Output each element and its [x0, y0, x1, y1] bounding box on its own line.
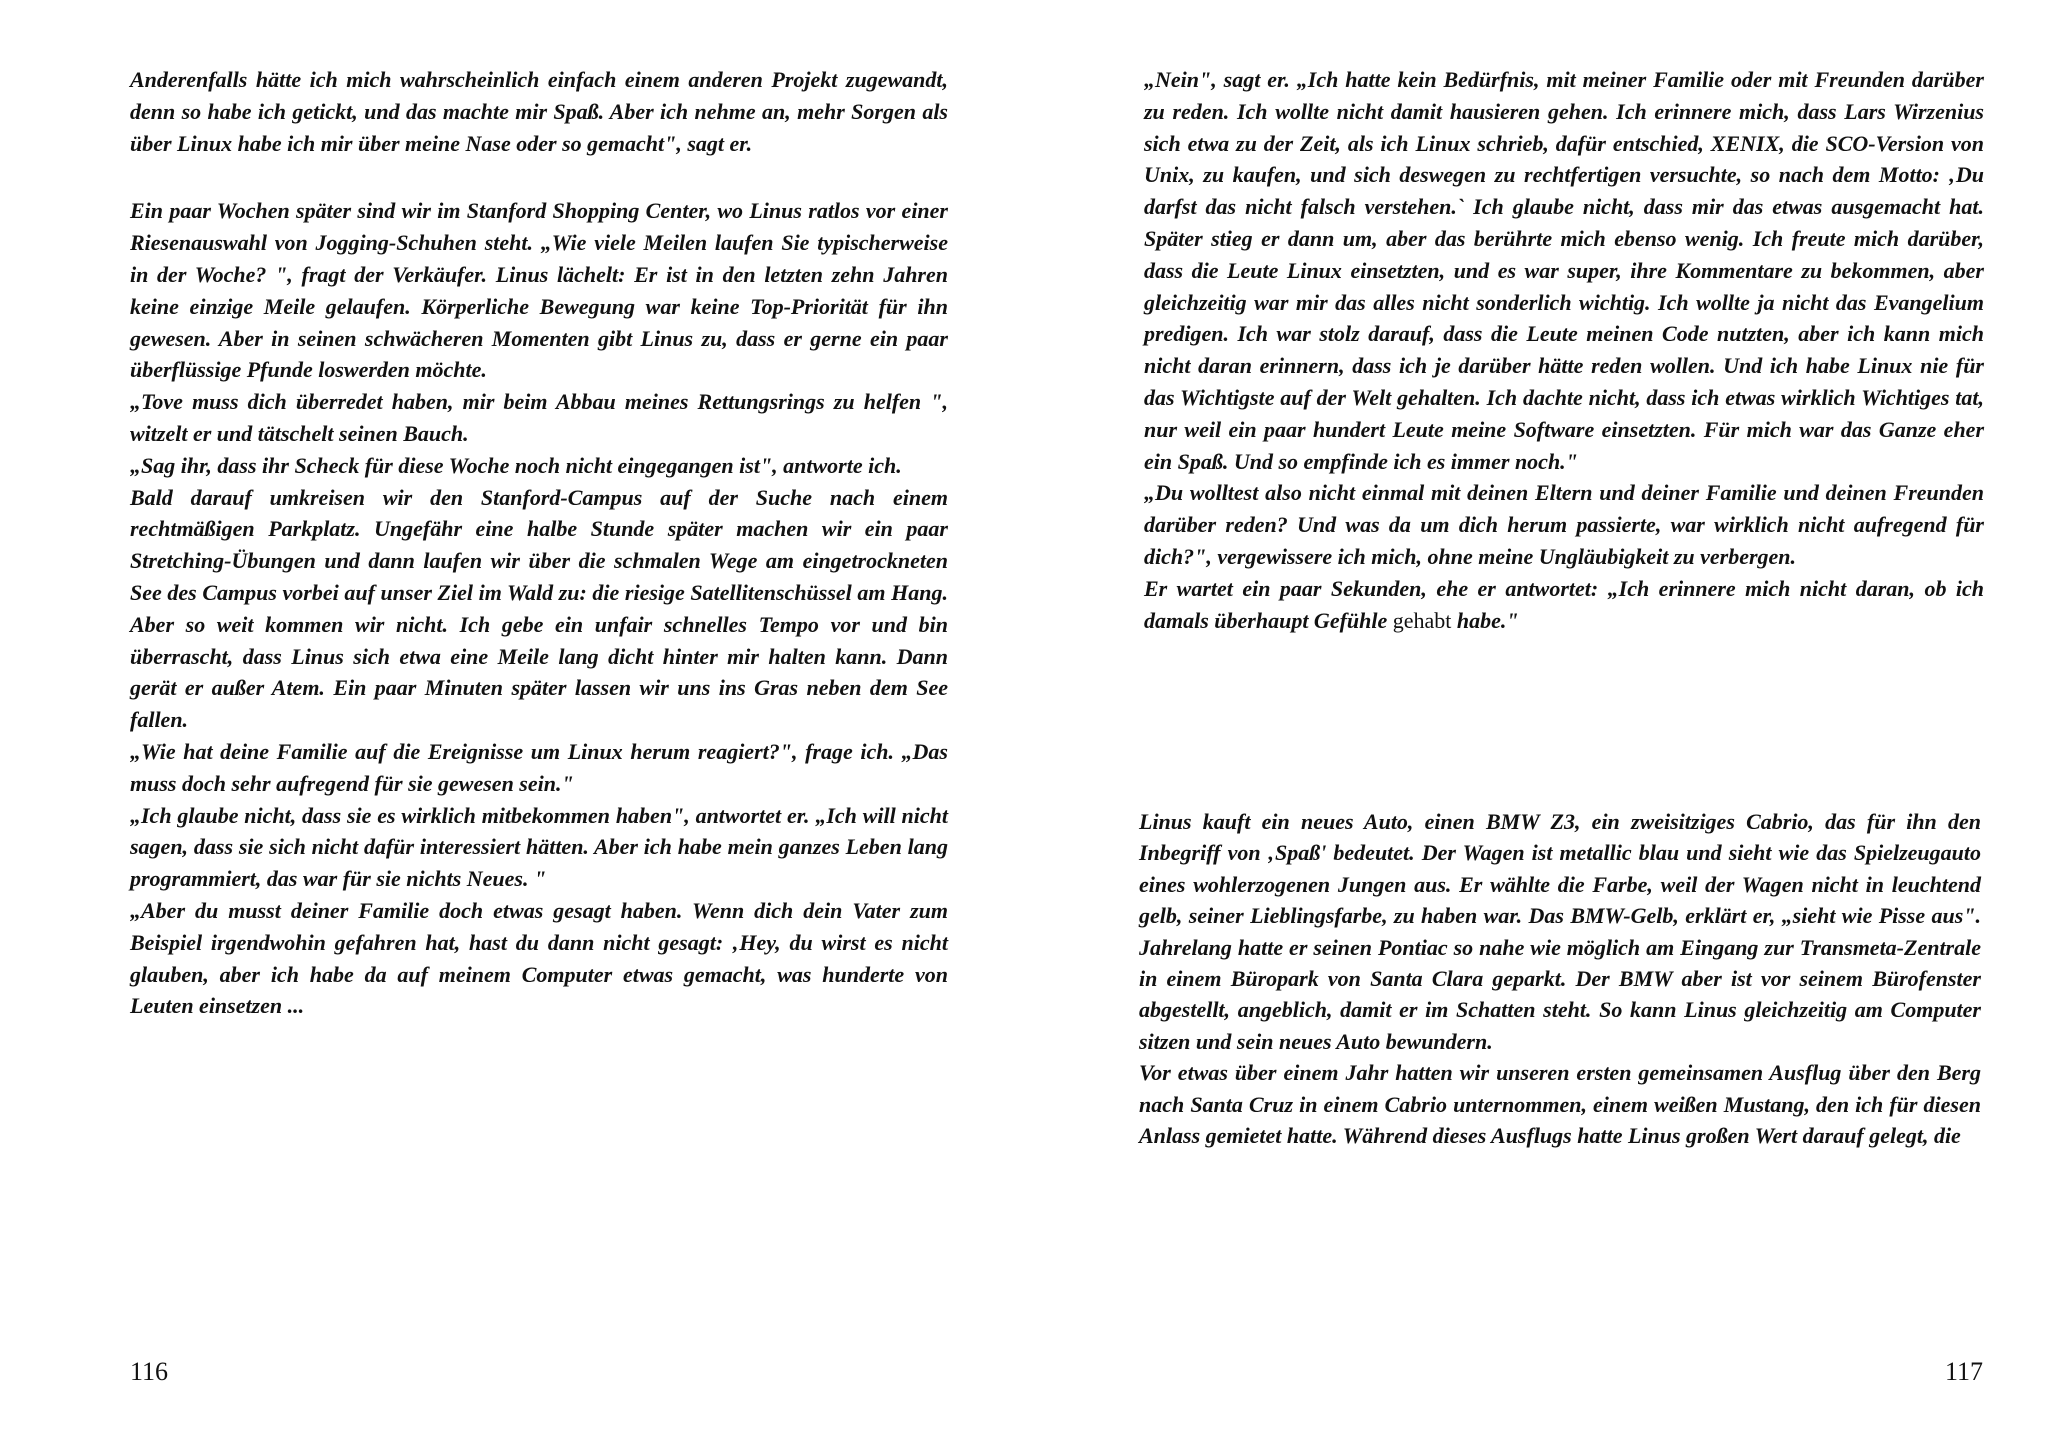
paragraph: „Wie hat deine Familie auf die Ereignisse um Linux herum reagiert?", frage ich. „Das muss doch sehr aufregend für sie gewesen sein." — [130, 738, 948, 796]
paragraph: Vor etwas über einem Jahr hatten wir unseren ersten gemeinsamen Ausflug über den Berg nach Santa Cruz in einem Cabrio unternommen, einem weißen Mustang, den ich für diesen Anlass gemietet hatte. Während dieses Ausflugs hatte Linus großen Wert darauf gelegt, die — [1139, 1060, 1981, 1149]
plain-word: gehabt — [1392, 607, 1452, 633]
paragraph: „Du wolltest also nicht einmal mit deinen Eltern und deiner Familie und deinen Freunden darüber reden? Und was da um dich herum passierte, war wirklich nicht aufregend für dich?", vergewissere ich mich, ohne meine Ungläubigkeit zu verbergen. — [1144, 480, 1984, 569]
paragraph-lead: Er wartet ein paar Sekunden, ehe er antwortet: „Ich erinnere mich nicht daran, ob ich damals überhaupt Gefühle — [1144, 575, 1984, 633]
paragraph: Linus kauft ein neues Auto, einen BMW Z3, ein zweisitziges Cabrio, das für ihn den Inbegriff von ‚Spaß' bedeutet. Der Wagen ist metallic blau und sieht wie das Spielzeugauto eines wohlerzogenen Jungen aus. Er wählte die Farbe, weil der Wagen nicht in leuchtend gelb, seiner Lieblingsfarbe, zu haben war. Das BMW-Gelb, erklärt er, „sieht wie Pisse aus". Jahrelang hatte er seinen Pontiac so nahe wie möglich am Eingang zur Transmeta-Zentrale in einem Büropark von Santa Clara geparkt. Der BMW aber ist vor seinem Bürofenster abgestellt, angeblich, damit er im Schatten steht. So kann Linus gleichzeitig am Computer sitzen und sein neues Auto bewundern. — [1139, 809, 1981, 1054]
paragraph: „Nein", sagt er. „Ich hatte kein Bedürfnis, mit meiner Familie oder mit Freunden darüber zu reden. Ich wollte nicht damit hausieren gehen. Ich erinnere mich, dass Lars Wirzenius sich etwa zu der Zeit, als ich Linux schrieb, dafür entschied, XENIX, die SCO-Version von Unix, zu kaufen, und sich deswegen zu rechtfertigen versuchte, so nach dem Motto: ‚Du darfst das nicht falsch verstehen.` Ich glaube nicht, dass mir das etwas ausgemacht hat. Später stieg er dann um, aber das berührte mich ebenso wenig. Ich freute mich darüber, dass die Leute Linux einsetzten, und es war super, ihre Kommentare zu bekommen, aber gleichzeitig war mir das alles nicht sonderlich wichtig. Ich wollte ja nicht das Evangelium predigen. Ich war stolz darauf, dass die Leute meinen Code nutzten, aber ich kann mich nicht daran erinnern, dass ich je darüber hätte reden wollen. Und ich habe Linux nie für das Wichtigste auf der Welt gehalten. Ich dachte nicht, dass ich etwas wirklich Wichtiges tat, nur weil ein paar hundert Leute meine Software einsetzten. Für mich war das Ganze eher ein Spaß. Und so empfinde ich es immer noch." — [1144, 67, 1984, 474]
paragraph: „Sag ihr, dass ihr Scheck für diese Woche noch nicht eingegangen ist", antworte ich. — [130, 452, 902, 478]
page-number: 116 — [130, 1357, 169, 1386]
paragraph-gap — [130, 159, 948, 195]
paragraph: „Aber du musst deiner Familie doch etwas gesagt haben. Wenn dich dein Vater zum Beispiel irgendwohin gefahren hat, hast du dann nicht gesagt: ‚Hey, du wirst es nicht glauben, aber ich habe da auf meinem Computer etwas gemacht, was hunderte von Leuten einsetzen ... — [130, 897, 948, 1019]
right-page-text-bottom — [1139, 806, 1981, 1151]
paragraph: Ein paar Wochen später sind wir im Stanford Shopping Center, wo Linus ratlos vor einer Riesenauswahl von Jogging-Schuhen steht. „Wie viele Meilen laufen Sie typischerweise in der Woche? ", fragt der Verkäufer. Linus lächelt: Er ist in den letzten zehn Jahren keine einzige Meile gelaufen. Körperliche Bewegung war keine Top-Priorität für ihn gewesen. Aber in seinen schwächeren Momenten gibt Linus zu, dass er gerne ein paar überflüssige Pfunde loswerden möchte. — [130, 198, 948, 383]
right-page — [1024, 0, 2048, 1447]
page-number: 117 — [1945, 1357, 1984, 1386]
paragraph — [1144, 573, 1984, 637]
paragraph-tail: habe." — [1451, 607, 1519, 633]
paragraph: „Tove muss dich überredet haben, mir beim Abbau meines Rettungsrings zu helfen ", witzelt er und tätschelt seinen Bauch. — [130, 389, 948, 446]
right-page-text-top — [1144, 64, 1984, 636]
paragraph: Bald darauf umkreisen wir den Stanford-Campus auf der Suche nach einem rechtmäßigen Parkplatz. Ungefähr eine halbe Stunde später machen wir ein paar Stretching-Übungen und dann laufen wir über die schmalen Wege am eingetrockneten See des Campus vorbei auf unser Ziel im Wald zu: die riesige Satellitenschüssel am Hang. Aber so weit kommen wir nicht. Ich gebe ein unfair schnelles Tempo vor und bin überrascht, dass Linus sich etwa eine Meile lang dicht hinter mir halten kann. Dann gerät er außer Atem. Ein paar Minuten später lassen wir uns ins Gras neben dem See fallen. — [130, 484, 948, 733]
paragraph: Anderenfalls hätte ich mich wahrscheinlich einfach einem anderen Projekt zugewandt, denn so habe ich getickt, und das machte mir Spaß. Aber ich nehme an, mehr Sorgen als über Linux habe ich mir über meine Nase oder so gemacht", sagt er. — [130, 67, 948, 156]
left-page-text — [130, 64, 948, 1022]
paragraph: „Ich glaube nicht, dass sie es wirklich mitbekommen haben", antwortet er. „Ich will nicht sagen, dass sie sich nicht dafür interessiert hätten. Aber ich habe mein ganzes Leben lang programmiert, das war für sie nichts Neues. " — [130, 802, 948, 892]
